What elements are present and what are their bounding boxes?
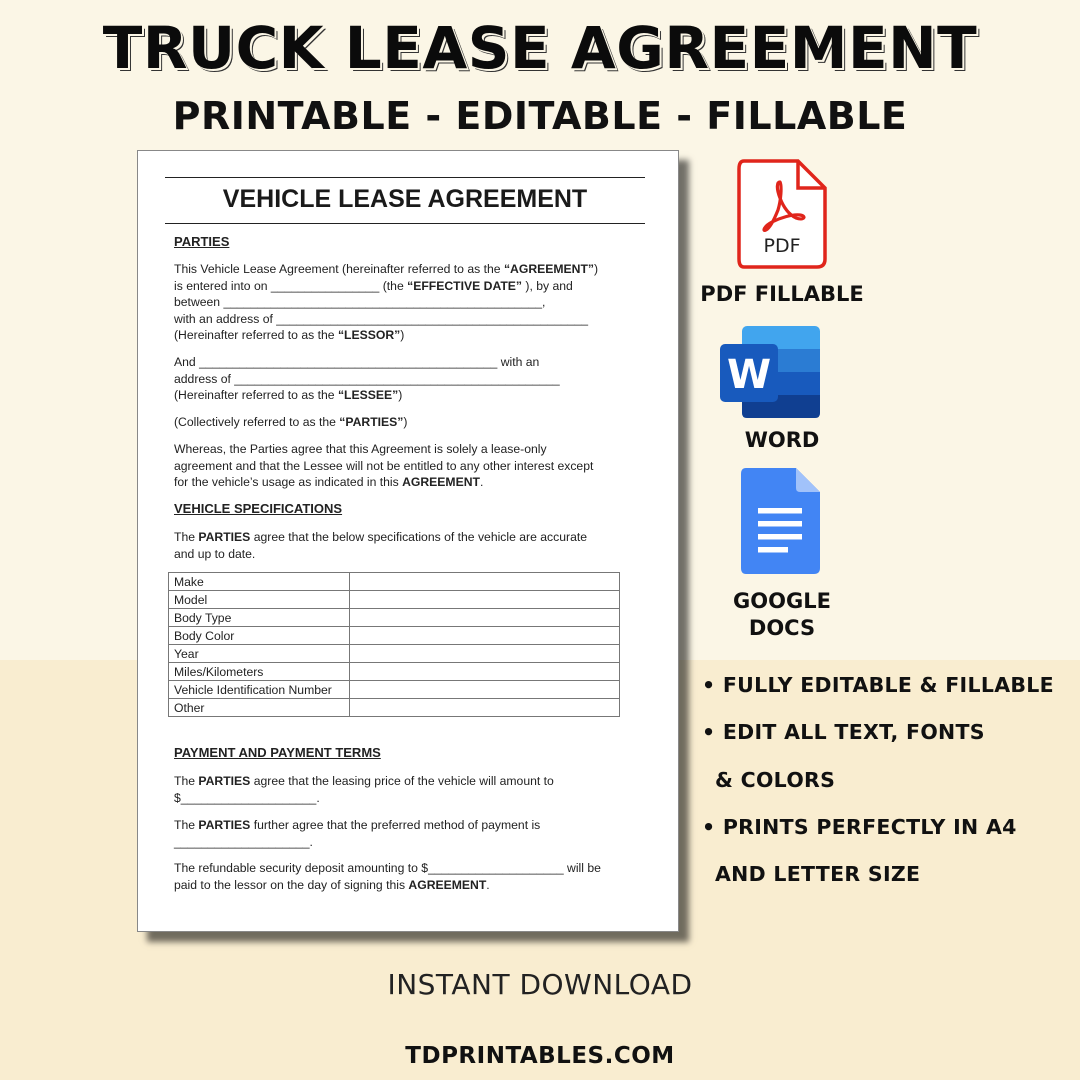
pdf-icon-text: PDF bbox=[763, 235, 801, 257]
page-subheadline: PRINTABLE - EDITABLE - FILLABLE bbox=[172, 94, 908, 138]
google-docs-label-line: GOOGLE bbox=[733, 589, 831, 613]
payment-paragraph-1 bbox=[174, 773, 619, 806]
feature-item: • PRINTS PERFECTLY IN A4 bbox=[702, 814, 1017, 839]
lessee-line: (Hereinafter referred to as the “LESSEE”) bbox=[174, 388, 403, 402]
spec-label: Model bbox=[169, 591, 350, 609]
spec-label: Make bbox=[169, 573, 350, 591]
lessee-line: And ____________________________________________ with an bbox=[174, 355, 540, 369]
parties-line: is entered into on ________________ (the “EFFECTIVE DATE” ), by and bbox=[174, 278, 573, 293]
payment-paragraph-2 bbox=[174, 817, 619, 850]
payment-line: ____________________. bbox=[174, 834, 313, 849]
parties-line: with an address of ______________________________________________ bbox=[174, 311, 589, 326]
specs-intro bbox=[174, 529, 619, 562]
feature-item-continued: & COLORS bbox=[715, 767, 836, 792]
spec-value-field[interactable] bbox=[350, 663, 620, 681]
google-docs-label-line: DOCS bbox=[748, 616, 816, 640]
whereas-line: agreement and that the Lessee will not be entitled to any other interest except bbox=[174, 458, 594, 473]
title-bottom-rule bbox=[165, 223, 645, 224]
payment-line: The refundable security deposit amounting to $____________________ will be bbox=[174, 861, 601, 875]
word-format-label: WORD bbox=[744, 428, 820, 452]
specs-intro-line: and up to date. bbox=[174, 546, 256, 561]
spec-value-field[interactable] bbox=[350, 591, 620, 609]
website-link[interactable]: TDPRINTABLES.COM bbox=[405, 1043, 675, 1069]
spec-value-field[interactable] bbox=[350, 627, 620, 645]
table-row bbox=[169, 591, 620, 609]
word-icon-letter: W bbox=[726, 352, 772, 398]
spec-label: Body Color bbox=[169, 627, 350, 645]
page-headline: TRUCK LEASE AGREEMENT bbox=[102, 14, 978, 82]
lessee-line: address of ________________________________________________ bbox=[174, 371, 560, 386]
spec-value-field[interactable] bbox=[350, 645, 620, 663]
table-row bbox=[169, 627, 620, 645]
payment-line: The PARTIES agree that the leasing price of the vehicle will amount to bbox=[174, 774, 554, 788]
feature-item: • FULLY EDITABLE & FILLABLE bbox=[702, 673, 1054, 697]
title-top-rule bbox=[165, 177, 645, 178]
table-row bbox=[169, 609, 620, 627]
parties-line: (Hereinafter referred to as the “LESSOR”) bbox=[174, 328, 405, 342]
parties-line: between _______________________________________________, bbox=[174, 295, 546, 309]
spec-label: Miles/Kilometers bbox=[169, 663, 350, 681]
google-docs-format-label bbox=[690, 588, 874, 642]
spec-value-field[interactable] bbox=[350, 573, 620, 591]
payment-heading: PAYMENT AND PAYMENT TERMS bbox=[174, 745, 381, 760]
table-row bbox=[169, 699, 620, 717]
google-docs-icon bbox=[740, 466, 822, 576]
payment-line: $____________________. bbox=[174, 790, 320, 805]
parties-heading: PARTIES bbox=[174, 234, 230, 249]
spec-label: Other bbox=[169, 699, 350, 717]
pdf-format-label: PDF FILLABLE bbox=[700, 282, 864, 306]
collectively-line: (Collectively referred to as the “PARTIES”) bbox=[174, 415, 408, 429]
document-preview bbox=[137, 150, 679, 932]
payment-line: paid to the lessor on the day of signing this AGREEMENT. bbox=[174, 877, 490, 892]
word-icon bbox=[718, 324, 822, 420]
spec-value-field[interactable] bbox=[350, 609, 620, 627]
spec-value-field[interactable] bbox=[350, 681, 620, 699]
pdf-icon bbox=[736, 158, 828, 270]
lessee-paragraph bbox=[174, 354, 619, 404]
feature-item: • EDIT ALL TEXT, FONTS bbox=[702, 720, 985, 745]
spec-label: Vehicle Identification Number bbox=[169, 681, 350, 699]
table-row bbox=[169, 681, 620, 699]
spec-label: Body Type bbox=[169, 609, 350, 627]
vehicle-spec-table bbox=[168, 572, 620, 717]
spec-label: Year bbox=[169, 645, 350, 663]
specs-intro-line: The PARTIES agree that the below specifications of the vehicle are accurate bbox=[174, 530, 588, 544]
instant-download-text: INSTANT DOWNLOAD bbox=[387, 968, 693, 1001]
document-title: VEHICLE LEASE AGREEMENT bbox=[222, 185, 588, 213]
table-row bbox=[169, 663, 620, 681]
whereas-line: for the vehicle’s usage as indicated in this AGREEMENT. bbox=[174, 475, 484, 489]
whereas-paragraph bbox=[174, 441, 619, 491]
parties-line: This Vehicle Lease Agreement (hereinafter referred to as the “AGREEMENT”) bbox=[174, 262, 599, 276]
whereas-line: Whereas, the Parties agree that this Agreement is solely a lease-only bbox=[174, 442, 547, 456]
payment-line: The PARTIES further agree that the preferred method of payment is bbox=[174, 818, 541, 832]
parties-paragraph bbox=[174, 261, 619, 344]
feature-list bbox=[702, 673, 1062, 909]
table-row bbox=[169, 573, 620, 591]
table-row bbox=[169, 645, 620, 663]
specs-heading: VEHICLE SPECIFICATIONS bbox=[174, 501, 343, 516]
feature-item-continued: AND LETTER SIZE bbox=[715, 862, 921, 887]
payment-paragraph-3 bbox=[174, 860, 619, 893]
spec-value-field[interactable] bbox=[350, 699, 620, 717]
